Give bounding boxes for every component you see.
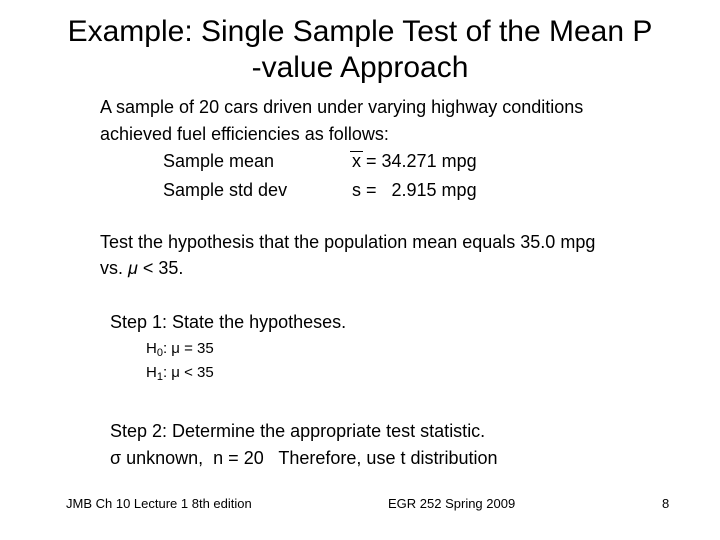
h1-statement: : μ < 35 [162, 364, 214, 381]
test-line-2-prefix: vs. [100, 258, 129, 278]
h0-statement: : μ = 35 [162, 340, 214, 357]
test-line-2 [100, 255, 183, 282]
h1-subscript: 1 [156, 371, 163, 383]
footer-course: JMB Ch 10 Lecture 1 8th edition [66, 496, 252, 511]
test-line-1: Test the hypothesis that the population mean equals 35.0 mpg [100, 232, 596, 252]
slide-title [30, 14, 690, 86]
step-2-detail: σ unknown, n = 20 Therefore, use t distribution [110, 448, 498, 468]
sample-std-label: Sample std dev [163, 180, 288, 200]
intro-line-1: A sample of 20 cars driven under varying highway conditions [100, 97, 584, 117]
step-1-heading: Step 1: State the hypotheses. [110, 312, 347, 332]
intro-line-2: achieved fuel efficiencies as follows: [100, 124, 389, 144]
title-line-1: Example: Single Sample Test of the Mean P [67, 15, 653, 48]
mu-symbol: μ [128, 258, 138, 278]
h0-subscript: 0 [156, 347, 163, 359]
sample-mean-label: Sample mean [163, 151, 275, 171]
h0-letter: H [146, 340, 157, 357]
test-line-2-suffix: < 35. [137, 258, 184, 278]
alternative-hypothesis [146, 361, 214, 389]
sample-mean-value [352, 148, 477, 175]
page-number: 8 [662, 496, 670, 511]
sample-mean-number: = 34.271 mpg [366, 151, 477, 171]
sample-std-value: s = 2.915 mpg [352, 180, 477, 200]
step-2-heading: Step 2: Determine the appropriate test statistic. [110, 421, 486, 441]
title-line-2: -value Approach [251, 51, 469, 84]
footer-term: EGR 252 Spring 2009 [388, 496, 516, 511]
h1-letter: H [146, 364, 157, 381]
x-bar-symbol: x [352, 148, 361, 175]
